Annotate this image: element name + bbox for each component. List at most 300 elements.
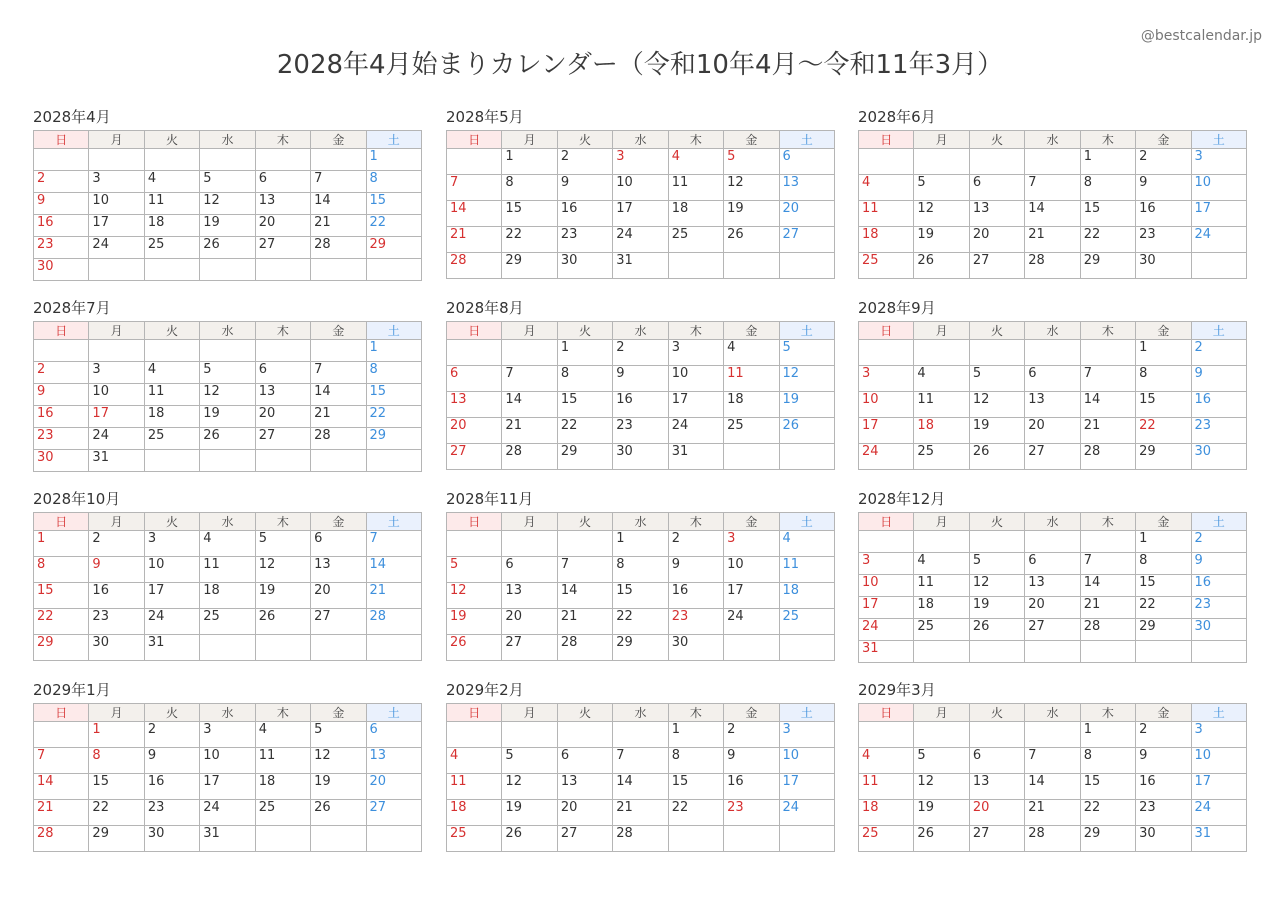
week-row xyxy=(447,609,835,635)
day-cell: 15 xyxy=(557,392,612,418)
day-cell: 20 xyxy=(1025,597,1080,619)
weekday-label: 木 xyxy=(1080,131,1135,149)
week-row xyxy=(859,774,1247,800)
weekday-label: 金 xyxy=(724,131,779,149)
week-row xyxy=(34,215,422,237)
day-cell xyxy=(311,340,366,362)
day-cell: 29 xyxy=(613,635,668,661)
day-cell: 5 xyxy=(724,149,779,175)
weekday-label: 月 xyxy=(502,322,557,340)
day-cell: 12 xyxy=(914,201,969,227)
day-cell: 19 xyxy=(914,800,969,826)
day-cell: 19 xyxy=(200,406,255,428)
day-cell: 17 xyxy=(859,597,914,619)
day-cell: 30 xyxy=(668,635,723,661)
weekday-label: 土 xyxy=(366,704,421,722)
week-row xyxy=(447,722,835,748)
day-cell: 10 xyxy=(144,557,199,583)
day-cell: 19 xyxy=(724,201,779,227)
day-cell xyxy=(1025,340,1080,366)
day-cell: 31 xyxy=(1191,826,1246,852)
day-cell: 2 xyxy=(668,531,723,557)
day-cell: 11 xyxy=(724,366,779,392)
day-cell: 8 xyxy=(366,171,421,193)
weekday-label: 木 xyxy=(255,322,310,340)
day-cell: 12 xyxy=(914,774,969,800)
day-cell: 28 xyxy=(311,428,366,450)
weekday-label: 金 xyxy=(1136,513,1191,531)
weekday-label: 金 xyxy=(311,704,366,722)
week-row xyxy=(34,557,422,583)
week-row xyxy=(447,366,835,392)
weekday-label: 金 xyxy=(1136,131,1191,149)
week-row xyxy=(447,253,835,279)
week-row xyxy=(34,583,422,609)
week-row xyxy=(34,406,422,428)
day-cell: 24 xyxy=(89,428,144,450)
week-row xyxy=(859,748,1247,774)
month-title: 2028年6月 xyxy=(858,108,936,126)
month-calendar xyxy=(446,489,835,661)
day-cell: 2 xyxy=(613,340,668,366)
weekday-label: 日 xyxy=(447,513,502,531)
day-cell xyxy=(366,826,421,852)
month-calendar xyxy=(446,107,835,279)
day-cell: 8 xyxy=(613,557,668,583)
day-cell: 2 xyxy=(1136,722,1191,748)
day-cell xyxy=(366,259,421,281)
day-cell: 25 xyxy=(859,253,914,279)
day-cell: 22 xyxy=(1136,597,1191,619)
day-cell: 10 xyxy=(89,193,144,215)
day-cell: 28 xyxy=(1080,444,1135,470)
day-cell: 24 xyxy=(144,609,199,635)
weekday-label: 木 xyxy=(255,513,310,531)
day-cell: 21 xyxy=(311,406,366,428)
day-cell: 4 xyxy=(859,175,914,201)
week-row xyxy=(859,722,1247,748)
day-cell: 4 xyxy=(200,531,255,557)
day-cell xyxy=(724,253,779,279)
weekday-header xyxy=(34,131,422,149)
day-cell: 21 xyxy=(1025,800,1080,826)
day-cell xyxy=(724,635,779,661)
day-cell: 17 xyxy=(779,774,834,800)
day-cell: 17 xyxy=(1191,201,1246,227)
weekday-label: 日 xyxy=(859,704,914,722)
week-row xyxy=(859,392,1247,418)
weekday-label: 金 xyxy=(311,513,366,531)
weekday-label: 月 xyxy=(89,322,144,340)
day-cell xyxy=(255,826,310,852)
day-cell xyxy=(859,340,914,366)
day-cell: 26 xyxy=(969,444,1024,470)
week-row xyxy=(859,575,1247,597)
week-row xyxy=(859,553,1247,575)
day-cell xyxy=(255,259,310,281)
weekday-label: 水 xyxy=(200,513,255,531)
day-cell: 28 xyxy=(1025,253,1080,279)
week-row xyxy=(447,748,835,774)
day-cell: 23 xyxy=(1191,597,1246,619)
week-row xyxy=(447,175,835,201)
weekday-label: 火 xyxy=(144,704,199,722)
day-cell: 16 xyxy=(1191,392,1246,418)
day-cell: 16 xyxy=(724,774,779,800)
day-cell: 20 xyxy=(557,800,612,826)
day-cell: 10 xyxy=(859,392,914,418)
day-cell: 28 xyxy=(447,253,502,279)
day-cell: 8 xyxy=(366,362,421,384)
day-cell: 15 xyxy=(34,583,89,609)
day-cell: 1 xyxy=(1136,531,1191,553)
weekday-label: 火 xyxy=(144,322,199,340)
day-cell: 4 xyxy=(724,340,779,366)
weekday-header xyxy=(859,704,1247,722)
day-cell: 15 xyxy=(366,193,421,215)
day-cell: 24 xyxy=(89,237,144,259)
day-cell xyxy=(144,450,199,472)
day-cell xyxy=(34,149,89,171)
day-cell: 26 xyxy=(200,428,255,450)
day-cell: 26 xyxy=(779,418,834,444)
day-cell: 31 xyxy=(859,641,914,663)
day-cell xyxy=(779,826,834,852)
day-cell: 29 xyxy=(1080,826,1135,852)
day-cell: 4 xyxy=(779,531,834,557)
day-cell: 13 xyxy=(779,175,834,201)
week-row xyxy=(859,531,1247,553)
week-row xyxy=(859,253,1247,279)
day-cell xyxy=(34,722,89,748)
weekday-label: 火 xyxy=(557,322,612,340)
month-table xyxy=(446,512,835,661)
day-cell: 22 xyxy=(34,609,89,635)
month-title: 2029年3月 xyxy=(858,681,936,699)
day-cell: 2 xyxy=(34,362,89,384)
weekday-label: 木 xyxy=(255,131,310,149)
day-cell: 29 xyxy=(1080,253,1135,279)
day-cell: 23 xyxy=(34,428,89,450)
day-cell: 12 xyxy=(255,557,310,583)
month-calendar xyxy=(33,298,422,472)
weekday-header xyxy=(447,513,835,531)
day-cell: 9 xyxy=(1191,553,1246,575)
day-cell: 25 xyxy=(914,444,969,470)
day-cell: 11 xyxy=(144,384,199,406)
weekday-label: 水 xyxy=(200,131,255,149)
day-cell: 30 xyxy=(34,450,89,472)
month-table xyxy=(446,703,835,852)
day-cell: 15 xyxy=(1080,201,1135,227)
day-cell: 3 xyxy=(779,722,834,748)
day-cell: 11 xyxy=(255,748,310,774)
day-cell: 24 xyxy=(859,444,914,470)
day-cell: 3 xyxy=(724,531,779,557)
day-cell: 17 xyxy=(668,392,723,418)
day-cell: 31 xyxy=(668,444,723,470)
day-cell: 23 xyxy=(34,237,89,259)
day-cell: 6 xyxy=(557,748,612,774)
day-cell: 7 xyxy=(613,748,668,774)
week-row xyxy=(34,722,422,748)
day-cell: 17 xyxy=(1191,774,1246,800)
week-row xyxy=(859,641,1247,663)
day-cell: 14 xyxy=(311,384,366,406)
day-cell: 6 xyxy=(1025,366,1080,392)
weekday-label: 金 xyxy=(724,513,779,531)
day-cell: 25 xyxy=(724,418,779,444)
weekday-label: 水 xyxy=(613,131,668,149)
day-cell: 16 xyxy=(1136,774,1191,800)
day-cell: 29 xyxy=(557,444,612,470)
day-cell: 29 xyxy=(1136,444,1191,470)
weekday-label: 日 xyxy=(447,131,502,149)
day-cell xyxy=(366,450,421,472)
day-cell: 17 xyxy=(200,774,255,800)
day-cell xyxy=(1025,722,1080,748)
day-cell xyxy=(914,722,969,748)
day-cell: 27 xyxy=(255,428,310,450)
day-cell: 9 xyxy=(34,384,89,406)
weekday-label: 日 xyxy=(859,322,914,340)
day-cell: 7 xyxy=(311,171,366,193)
day-cell xyxy=(311,635,366,661)
week-row xyxy=(34,635,422,661)
weekday-header xyxy=(447,704,835,722)
month-table xyxy=(446,321,835,470)
day-cell: 19 xyxy=(255,583,310,609)
day-cell: 14 xyxy=(34,774,89,800)
day-cell: 19 xyxy=(914,227,969,253)
month-title: 2028年5月 xyxy=(446,108,524,126)
weekday-label: 水 xyxy=(613,322,668,340)
week-row xyxy=(859,444,1247,470)
day-cell xyxy=(969,531,1024,553)
week-row xyxy=(447,557,835,583)
day-cell: 15 xyxy=(613,583,668,609)
day-cell xyxy=(557,722,612,748)
day-cell xyxy=(969,641,1024,663)
day-cell: 18 xyxy=(859,800,914,826)
day-cell: 27 xyxy=(1025,619,1080,641)
weekday-label: 日 xyxy=(859,131,914,149)
day-cell: 6 xyxy=(366,722,421,748)
day-cell xyxy=(914,641,969,663)
weekday-label: 土 xyxy=(366,513,421,531)
day-cell: 27 xyxy=(969,826,1024,852)
day-cell: 1 xyxy=(34,531,89,557)
day-cell: 2 xyxy=(557,149,612,175)
day-cell: 22 xyxy=(89,800,144,826)
day-cell xyxy=(200,149,255,171)
weekday-label: 木 xyxy=(668,322,723,340)
day-cell: 23 xyxy=(613,418,668,444)
day-cell: 26 xyxy=(311,800,366,826)
weekday-label: 水 xyxy=(613,704,668,722)
weekday-label: 火 xyxy=(557,704,612,722)
day-cell: 24 xyxy=(668,418,723,444)
day-cell xyxy=(1080,641,1135,663)
weekday-label: 土 xyxy=(366,131,421,149)
day-cell: 6 xyxy=(502,557,557,583)
day-cell: 21 xyxy=(366,583,421,609)
week-row xyxy=(859,175,1247,201)
day-cell: 10 xyxy=(613,175,668,201)
day-cell: 26 xyxy=(447,635,502,661)
weekday-label: 日 xyxy=(34,322,89,340)
weekday-header xyxy=(447,322,835,340)
day-cell: 20 xyxy=(779,201,834,227)
day-cell: 22 xyxy=(366,215,421,237)
day-cell: 1 xyxy=(613,531,668,557)
day-cell: 5 xyxy=(969,366,1024,392)
day-cell: 12 xyxy=(779,366,834,392)
weekday-label: 金 xyxy=(724,322,779,340)
weekday-label: 木 xyxy=(668,131,723,149)
week-row xyxy=(34,193,422,215)
weekday-label: 金 xyxy=(724,704,779,722)
day-cell: 1 xyxy=(1080,722,1135,748)
day-cell: 18 xyxy=(144,406,199,428)
day-cell: 28 xyxy=(34,826,89,852)
day-cell xyxy=(447,149,502,175)
day-cell xyxy=(779,635,834,661)
day-cell: 28 xyxy=(502,444,557,470)
day-cell: 3 xyxy=(613,149,668,175)
day-cell: 31 xyxy=(613,253,668,279)
month-table xyxy=(858,512,1247,663)
day-cell: 13 xyxy=(969,201,1024,227)
day-cell: 2 xyxy=(144,722,199,748)
day-cell: 17 xyxy=(613,201,668,227)
day-cell: 6 xyxy=(779,149,834,175)
day-cell xyxy=(255,635,310,661)
day-cell: 6 xyxy=(969,175,1024,201)
week-row xyxy=(447,826,835,852)
day-cell: 30 xyxy=(1191,444,1246,470)
weekday-label: 木 xyxy=(1080,704,1135,722)
weekday-label: 日 xyxy=(34,704,89,722)
day-cell: 26 xyxy=(200,237,255,259)
week-row xyxy=(34,531,422,557)
day-cell: 28 xyxy=(311,237,366,259)
day-cell: 17 xyxy=(89,215,144,237)
day-cell: 4 xyxy=(255,722,310,748)
day-cell: 10 xyxy=(89,384,144,406)
month-title: 2028年4月 xyxy=(33,108,111,126)
day-cell xyxy=(200,340,255,362)
weekday-label: 日 xyxy=(447,322,502,340)
week-row xyxy=(34,450,422,472)
day-cell: 22 xyxy=(502,227,557,253)
week-row xyxy=(859,619,1247,641)
day-cell xyxy=(1191,641,1246,663)
day-cell: 28 xyxy=(366,609,421,635)
day-cell: 2 xyxy=(1191,531,1246,553)
day-cell: 2 xyxy=(34,171,89,193)
weekday-label: 月 xyxy=(914,704,969,722)
day-cell: 26 xyxy=(914,826,969,852)
week-row xyxy=(447,340,835,366)
day-cell: 9 xyxy=(557,175,612,201)
day-cell: 7 xyxy=(366,531,421,557)
day-cell xyxy=(366,635,421,661)
day-cell: 30 xyxy=(557,253,612,279)
day-cell xyxy=(311,450,366,472)
day-cell: 9 xyxy=(1191,366,1246,392)
weekday-label: 金 xyxy=(311,322,366,340)
day-cell xyxy=(255,340,310,362)
day-cell: 27 xyxy=(366,800,421,826)
day-cell: 30 xyxy=(1136,253,1191,279)
weekday-label: 土 xyxy=(779,513,834,531)
month-title: 2028年7月 xyxy=(33,299,111,317)
month-table xyxy=(858,321,1247,470)
day-cell: 13 xyxy=(366,748,421,774)
day-cell: 25 xyxy=(144,428,199,450)
day-cell xyxy=(447,340,502,366)
month-table xyxy=(858,703,1247,852)
day-cell: 9 xyxy=(668,557,723,583)
day-cell: 25 xyxy=(447,826,502,852)
day-cell: 27 xyxy=(557,826,612,852)
weekday-label: 土 xyxy=(1191,704,1246,722)
weekday-label: 水 xyxy=(613,513,668,531)
day-cell: 7 xyxy=(1080,553,1135,575)
day-cell: 5 xyxy=(200,362,255,384)
day-cell: 15 xyxy=(502,201,557,227)
weekday-label: 日 xyxy=(34,131,89,149)
month-title: 2028年8月 xyxy=(446,299,524,317)
weekday-label: 月 xyxy=(502,704,557,722)
day-cell: 9 xyxy=(1136,175,1191,201)
day-cell: 13 xyxy=(447,392,502,418)
day-cell: 12 xyxy=(200,193,255,215)
week-row xyxy=(447,392,835,418)
day-cell: 21 xyxy=(1080,418,1135,444)
day-cell: 11 xyxy=(859,201,914,227)
day-cell: 1 xyxy=(502,149,557,175)
day-cell: 3 xyxy=(200,722,255,748)
day-cell: 10 xyxy=(668,366,723,392)
day-cell: 6 xyxy=(255,171,310,193)
weekday-label: 火 xyxy=(144,513,199,531)
day-cell: 6 xyxy=(447,366,502,392)
month-calendar xyxy=(858,298,1247,470)
day-cell: 25 xyxy=(255,800,310,826)
day-cell: 9 xyxy=(89,557,144,583)
weekday-header xyxy=(34,322,422,340)
day-cell xyxy=(914,531,969,553)
day-cell xyxy=(779,253,834,279)
day-cell xyxy=(144,340,199,362)
day-cell: 21 xyxy=(447,227,502,253)
day-cell: 17 xyxy=(89,406,144,428)
day-cell: 22 xyxy=(613,609,668,635)
day-cell: 16 xyxy=(1136,201,1191,227)
day-cell xyxy=(255,450,310,472)
day-cell: 19 xyxy=(447,609,502,635)
day-cell: 17 xyxy=(859,418,914,444)
day-cell: 30 xyxy=(613,444,668,470)
week-row xyxy=(859,800,1247,826)
weekday-label: 金 xyxy=(1136,322,1191,340)
day-cell: 2 xyxy=(1136,149,1191,175)
weekday-label: 木 xyxy=(668,513,723,531)
day-cell xyxy=(724,826,779,852)
day-cell: 8 xyxy=(668,748,723,774)
